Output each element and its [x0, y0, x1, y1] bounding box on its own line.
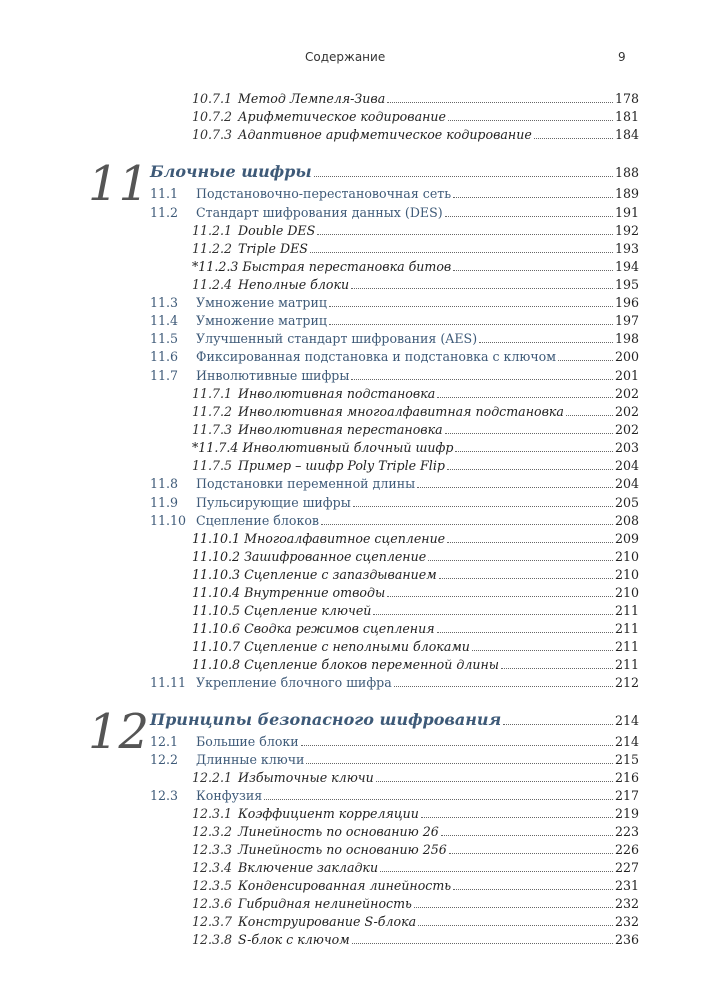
dot-leader: [453, 889, 613, 890]
dot-leader: [428, 560, 613, 561]
toc-entry[interactable]: [192, 259, 639, 277]
dot-leader: [351, 288, 613, 289]
dot-leader: [387, 102, 613, 103]
toc-entry[interactable]: [192, 404, 639, 422]
entry-number: 12.2.1: [192, 770, 233, 785]
entry-number: 12.2: [150, 752, 179, 767]
entry-page: 210: [614, 549, 639, 564]
entry-number: 11.7.5: [192, 458, 233, 473]
entry-page: 201: [614, 368, 639, 383]
entry-title: 11.10.3 Сцепление с запаздыванием: [192, 567, 437, 582]
entry-title: Фиксированная подстановка и подстановка с ключом: [196, 349, 557, 364]
entry-number: 12.3: [150, 788, 179, 803]
dot-leader: [472, 650, 613, 651]
entry-title: Избыточные ключи: [238, 770, 374, 785]
dot-leader: [317, 234, 613, 235]
entry-number: 12.3.4: [192, 860, 233, 875]
entry-title: *11.7.4 Инволютивный блочный шифр: [192, 440, 454, 455]
dot-leader: [534, 138, 613, 139]
entry-number: 12.3.5: [192, 878, 233, 893]
toc-section[interactable]: [150, 675, 639, 693]
toc-entry[interactable]: [192, 127, 639, 145]
entry-page: 211: [614, 621, 639, 636]
toc-entry[interactable]: [192, 603, 639, 621]
entry-title: Улучшенный стандарт шифрования (AES): [196, 331, 478, 346]
entry-title: 11.10.1 Многоалфавитное сцепление: [192, 531, 446, 546]
toc-entry[interactable]: [192, 806, 639, 824]
entry-number: 12.3.8: [192, 932, 233, 947]
entry-number: 10.7.1: [192, 91, 233, 106]
entry-page: 227: [614, 860, 639, 875]
dot-leader: [352, 943, 613, 944]
entry-title: Инволютивная перестановка: [238, 422, 443, 437]
entry-title: Подстановочно-перестановочная сеть: [196, 186, 452, 201]
toc-entry[interactable]: [192, 422, 639, 440]
entry-page: 181: [614, 109, 639, 124]
toc-entry[interactable]: [192, 223, 639, 241]
toc-entry[interactable]: [192, 549, 639, 567]
entry-title: Линейность по основанию 256: [238, 842, 447, 857]
entry-title: 11.10.8 Сцепление блоков переменной длины: [192, 657, 500, 672]
toc-entry[interactable]: [192, 440, 639, 458]
entry-title: Умножение матриц: [196, 295, 327, 310]
dot-leader: [503, 724, 613, 725]
entry-title: Стандарт шифрования данных (DES): [196, 205, 443, 220]
toc-entry[interactable]: [192, 932, 639, 950]
entry-title: Адаптивное арифметическое кодирование: [238, 127, 532, 142]
toc-section[interactable]: [150, 186, 639, 204]
entry-page: 192: [614, 223, 639, 238]
entry-page: 191: [614, 205, 639, 220]
toc-section[interactable]: [150, 295, 639, 313]
chapter-page: 214: [614, 713, 639, 728]
dot-leader: [501, 668, 613, 669]
entry-number: 10.7.3: [192, 127, 233, 142]
entry-number: 11.7.1: [192, 386, 233, 401]
chapter-number: 12: [88, 704, 150, 760]
dot-leader: [321, 524, 613, 525]
entry-title: *11.2.3 Быстрая перестановка битов: [192, 259, 452, 274]
entry-page: 223: [614, 824, 639, 839]
entry-page: 219: [614, 806, 639, 821]
entry-number: 11.10: [150, 513, 187, 528]
entry-number: 11.2.4: [192, 277, 233, 292]
toc-entry[interactable]: [192, 91, 639, 109]
dot-leader: [380, 871, 613, 872]
entry-page: 200: [614, 349, 639, 364]
entry-number: 12.3.3: [192, 842, 233, 857]
dot-leader: [394, 686, 613, 687]
toc-entry[interactable]: [192, 878, 639, 896]
chapter-heading[interactable]: [150, 162, 639, 180]
toc-entry[interactable]: [192, 639, 639, 657]
dot-leader: [479, 342, 613, 343]
toc-section[interactable]: [150, 205, 639, 223]
entry-page: 184: [614, 127, 639, 142]
entry-page: 197: [614, 313, 639, 328]
dot-leader: [376, 781, 613, 782]
dot-leader: [353, 506, 613, 507]
entry-number: 11.3: [150, 295, 179, 310]
toc-section[interactable]: [150, 331, 639, 349]
toc-section[interactable]: [150, 349, 639, 367]
dot-leader: [418, 925, 613, 926]
toc-entry[interactable]: [192, 458, 639, 476]
entry-number: 11.7.2: [192, 404, 233, 419]
entry-title: Сцепление блоков: [196, 513, 319, 528]
dot-leader: [314, 176, 613, 177]
chapter-page: 188: [614, 165, 639, 180]
entry-page: 211: [614, 639, 639, 654]
toc-entry[interactable]: [192, 241, 639, 259]
entry-number: 11.2.2: [192, 241, 233, 256]
dot-leader: [306, 763, 612, 764]
toc-entry[interactable]: [192, 842, 639, 860]
toc-section[interactable]: [150, 476, 639, 494]
entry-title: 11.10.4 Внутренние отводы: [192, 585, 386, 600]
entry-page: 216: [614, 770, 639, 785]
page-number: 9: [618, 50, 626, 64]
entry-page: 208: [614, 513, 639, 528]
entry-title: Неполные блоки: [238, 277, 350, 292]
dot-leader: [441, 835, 613, 836]
entry-page: 202: [614, 386, 639, 401]
entry-title: Пример – шифр Poly Triple Flip: [238, 458, 445, 473]
dot-leader: [329, 324, 613, 325]
entry-page: 209: [614, 531, 639, 546]
entry-page: 204: [614, 476, 639, 491]
entry-title: Метод Лемпеля-Зива: [238, 91, 386, 106]
toc-entry[interactable]: [192, 824, 639, 842]
dot-leader: [264, 799, 613, 800]
entry-page: 212: [614, 675, 639, 690]
entry-page: 189: [614, 186, 639, 201]
toc-section[interactable]: [150, 788, 639, 806]
entry-page: 204: [614, 458, 639, 473]
entry-page: 236: [614, 932, 639, 947]
entry-page: 217: [614, 788, 639, 803]
toc-entry[interactable]: [192, 109, 639, 127]
dot-leader: [387, 596, 613, 597]
entry-page: 205: [614, 495, 639, 510]
entry-title: 11.10.2 Зашифрованное сцепление: [192, 549, 427, 564]
dot-leader: [351, 379, 613, 380]
entry-number: 10.7.2: [192, 109, 233, 124]
dot-leader: [445, 216, 613, 217]
entry-title: Длинные ключи: [196, 752, 305, 767]
dot-leader: [449, 853, 613, 854]
toc-entry[interactable]: [192, 585, 639, 603]
entry-title: Линейность по основанию 26: [238, 824, 439, 839]
entry-title: Гибридная нелинейность: [238, 896, 412, 911]
entry-number: 12.3.6: [192, 896, 233, 911]
entry-page: 202: [614, 422, 639, 437]
entry-number: 11.6: [150, 349, 179, 364]
toc-entry[interactable]: [192, 531, 639, 549]
chapter-title: Блочные шифры: [150, 162, 312, 181]
entry-page: 196: [614, 295, 639, 310]
entry-number: 11.9: [150, 495, 179, 510]
toc-entry[interactable]: [192, 860, 639, 878]
entry-number: 12.1: [150, 734, 179, 749]
running-head-title: Содержание: [305, 50, 386, 64]
entry-title: Большие блоки: [196, 734, 299, 749]
entry-title: 11.10.5 Сцепление ключей: [192, 603, 372, 618]
entry-number: 11.7.3: [192, 422, 233, 437]
dot-leader: [437, 397, 613, 398]
entry-page: 198: [614, 331, 639, 346]
dot-leader: [301, 745, 613, 746]
entry-title: Инволютивные шифры: [196, 368, 350, 383]
dot-leader: [445, 433, 613, 434]
entry-title: S-блок с ключом: [238, 932, 350, 947]
entry-title: Инволютивная многоалфавитная подстановка: [238, 404, 564, 419]
entry-page: 214: [614, 734, 639, 749]
entry-title: Арифметическое кодирование: [238, 109, 446, 124]
entry-title: Включение закладки: [238, 860, 379, 875]
toc-section[interactable]: [150, 495, 639, 513]
entry-title: Коэффициент корреляции: [238, 806, 419, 821]
dot-leader: [373, 614, 613, 615]
entry-page: 210: [614, 567, 639, 582]
entry-number: 11.1: [150, 186, 179, 201]
entry-title: Triple DES: [238, 241, 308, 256]
toc-entry[interactable]: [192, 657, 639, 675]
dot-leader: [447, 469, 613, 470]
entry-title: Укрепление блочного шифра: [196, 675, 392, 690]
entry-number: 11.2.1: [192, 223, 233, 238]
entry-title: 11.10.7 Сцепление с неполными блоками: [192, 639, 470, 654]
entry-page: 226: [614, 842, 639, 857]
dot-leader: [566, 415, 613, 416]
dot-leader: [453, 270, 613, 271]
chapter-title: Принципы безопасного шифрования: [150, 710, 502, 729]
entry-page: 210: [614, 585, 639, 600]
running-head: [0, 50, 703, 66]
entry-title: Инволютивная подстановка: [238, 386, 436, 401]
chapter-heading[interactable]: [150, 710, 639, 728]
entry-page: 211: [614, 603, 639, 618]
toc-section[interactable]: [150, 752, 639, 770]
toc-entry[interactable]: [192, 770, 639, 788]
dot-leader: [453, 197, 613, 198]
dot-leader: [448, 120, 613, 121]
toc-section[interactable]: [150, 313, 639, 331]
dot-leader: [310, 252, 613, 253]
entry-page: 202: [614, 404, 639, 419]
dot-leader: [417, 487, 613, 488]
dot-leader: [421, 817, 613, 818]
dot-leader: [558, 360, 613, 361]
entry-number: 12.3.7: [192, 914, 233, 929]
entry-page: 232: [614, 896, 639, 911]
dot-leader: [329, 306, 613, 307]
entry-page: 231: [614, 878, 639, 893]
entry-page: 211: [614, 657, 639, 672]
entry-page: 194: [614, 259, 639, 274]
dot-leader: [447, 542, 613, 543]
dot-leader: [414, 907, 613, 908]
dot-leader: [455, 451, 613, 452]
entry-title: 11.10.6 Сводка режимов сцепления: [192, 621, 435, 636]
entry-page: 215: [614, 752, 639, 767]
toc-section[interactable]: [150, 513, 639, 531]
entry-title: Конфузия: [196, 788, 263, 803]
entry-title: Пульсирующие шифры: [196, 495, 351, 510]
toc-section[interactable]: [150, 368, 639, 386]
entry-number: 11.2: [150, 205, 179, 220]
dot-leader: [439, 578, 613, 579]
toc-entry[interactable]: [192, 896, 639, 914]
entry-page: 203: [614, 440, 639, 455]
entry-title: Подстановки переменной длины: [196, 476, 416, 491]
entry-number: 11.8: [150, 476, 179, 491]
entry-page: 193: [614, 241, 639, 256]
entry-title: Конструирование S-блока: [238, 914, 417, 929]
toc-entry[interactable]: [192, 621, 639, 639]
entry-title: Конденсированная линейность: [238, 878, 452, 893]
entry-page: 195: [614, 277, 639, 292]
entry-number: 11.5: [150, 331, 179, 346]
toc-entry[interactable]: [192, 914, 639, 932]
entry-page: 232: [614, 914, 639, 929]
entry-number: 12.3.1: [192, 806, 233, 821]
entry-page: 178: [614, 91, 639, 106]
dot-leader: [437, 632, 613, 633]
toc-section[interactable]: [150, 734, 639, 752]
toc-entry[interactable]: [192, 386, 639, 404]
entry-number: 11.11: [150, 675, 187, 690]
entry-title: Умножение матриц: [196, 313, 327, 328]
toc-entry[interactable]: [192, 277, 639, 295]
chapter-number: 11: [88, 156, 150, 212]
entry-number: 11.4: [150, 313, 179, 328]
entry-number: 11.7: [150, 368, 179, 383]
entry-title: Double DES: [238, 223, 316, 238]
entry-number: 12.3.2: [192, 824, 233, 839]
toc-entry[interactable]: [192, 567, 639, 585]
